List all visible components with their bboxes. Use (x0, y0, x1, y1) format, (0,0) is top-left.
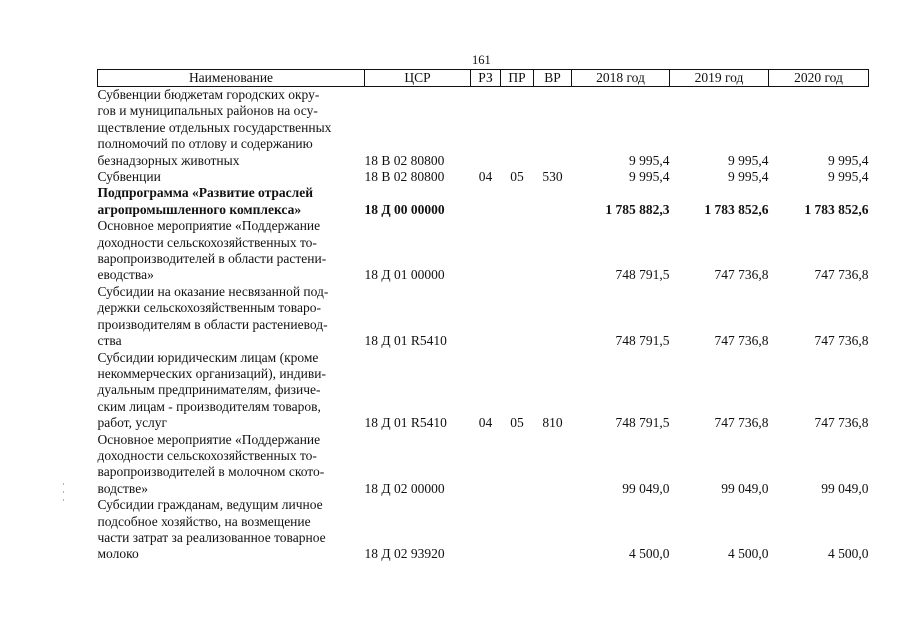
row-2018: 1 785 882,3 (605, 201, 670, 217)
table-header-row (98, 70, 869, 87)
row-pr (501, 218, 534, 284)
row-2020: 4 500,0 (828, 546, 869, 562)
row-2019: 747 736,8 (714, 267, 769, 283)
row-2020: 747 736,8 (814, 267, 869, 283)
row-2018: 748 791,5 (615, 415, 670, 431)
row-csr: 18 В 02 80800 (364, 169, 445, 185)
row-2020: 1 783 852,6 (804, 201, 869, 217)
table-row (98, 350, 869, 432)
row-name-line: ства (97, 333, 122, 349)
row-name-line: Субсидии юридическим лицам (кроме (97, 349, 319, 365)
row-name-line: дуальным предпринимателям, физиче- (97, 382, 321, 398)
row-name (98, 218, 365, 284)
row-name-line: держки сельскохозяйственным товаро- (97, 300, 321, 316)
row-vr (534, 284, 572, 350)
row-csr: 18 В 02 80800 (364, 152, 445, 168)
table-body (98, 87, 869, 563)
row-name (98, 169, 365, 185)
header-vr: ВР (534, 70, 572, 87)
table-row (98, 185, 869, 218)
row-vr: 810 (542, 415, 563, 431)
row-pr (501, 87, 534, 170)
header-name: Наименование (98, 70, 365, 87)
table-row (98, 218, 869, 284)
row-2019: 1 783 852,6 (704, 201, 769, 217)
row-vr (534, 218, 572, 284)
table-row (98, 284, 869, 350)
row-name-line: ществление отдельных государственных (97, 119, 332, 135)
row-pr: 05 (510, 169, 524, 185)
row-name-line: водстве» (97, 480, 148, 496)
row-name-line: Субвенции (97, 169, 161, 185)
row-vr (534, 185, 572, 218)
row-vr (534, 87, 572, 170)
row-csr: 18 Д 01 R5410 (364, 415, 447, 431)
header-2019: 2019 год (670, 70, 769, 87)
row-name-line: Подпрограмма «Развитие отраслей (97, 185, 314, 201)
row-rz: 04 (478, 169, 493, 185)
row-2019: 9 995,4 (728, 169, 769, 185)
header-2018: 2018 год (572, 70, 670, 87)
row-rz (471, 432, 501, 498)
row-name-line: доходности сельскохозяйственных то- (97, 234, 317, 250)
table-row (98, 87, 869, 170)
row-2019: 747 736,8 (714, 333, 769, 349)
row-vr (534, 432, 572, 498)
row-csr: 18 Д 01 R5410 (364, 333, 447, 349)
row-pr: 05 (510, 415, 524, 431)
row-name (98, 497, 365, 563)
row-name (98, 87, 365, 170)
row-name-line: гов и муниципальных районов на осу- (97, 103, 318, 119)
budget-table (97, 69, 869, 563)
row-2019: 9 995,4 (728, 152, 769, 168)
row-rz (471, 497, 501, 563)
row-name-line: варопроизводителей в молочном ското- (97, 464, 325, 480)
row-pr (501, 497, 534, 563)
row-name-line: некоммерческих организаций), индиви- (97, 365, 326, 381)
row-name-line: молоко (97, 546, 139, 562)
row-2020: 9 995,4 (828, 152, 869, 168)
header-rz: РЗ (471, 70, 501, 87)
row-pr (501, 284, 534, 350)
row-pr (501, 432, 534, 498)
row-2018: 748 791,5 (615, 333, 670, 349)
row-csr: 18 Д 01 00000 (364, 267, 445, 283)
header-pr: ПР (501, 70, 534, 87)
row-name-line: ским лицам - производителям товаров, (97, 398, 321, 414)
row-2019: 747 736,8 (714, 415, 769, 431)
row-name (98, 185, 365, 218)
row-rz (471, 218, 501, 284)
row-name-line: Субсидии гражданам, ведущим личное (97, 497, 323, 513)
table-row (98, 169, 869, 185)
row-vr: 530 (542, 169, 563, 185)
row-2018: 99 049,0 (622, 480, 670, 496)
row-name-line: производителям в области растениевод- (97, 316, 328, 332)
row-rz (471, 87, 501, 170)
row-csr: 18 Д 00 00000 (364, 201, 445, 217)
table-row (98, 497, 869, 563)
row-name-line: варопроизводителей в области растени- (97, 251, 327, 267)
row-name-line: Основное мероприятие «Поддержание (97, 431, 321, 447)
row-name (98, 284, 365, 350)
row-2018: 9 995,4 (629, 152, 670, 168)
row-name-line: еводства» (97, 267, 154, 283)
row-rz: 04 (478, 415, 493, 431)
row-name-line: Субвенции бюджетам городских окру- (97, 87, 320, 102)
row-name-line: доходности сельскохозяйственных то- (97, 447, 317, 463)
row-name-line: работ, услуг (97, 415, 168, 431)
row-name-line: безнадзорных животных (97, 152, 240, 168)
row-2018: 9 995,4 (629, 169, 670, 185)
row-name-line: части затрат за реализованное товарное (97, 529, 326, 545)
page-number: 161 (472, 53, 491, 67)
row-name (98, 432, 365, 498)
row-name (98, 350, 365, 432)
row-name-line: агропромышленного комплекса» (97, 201, 302, 217)
row-rz (471, 185, 501, 218)
row-csr: 18 Д 02 93920 (364, 546, 445, 562)
row-csr: 18 Д 02 00000 (364, 480, 445, 496)
row-2019: 99 049,0 (721, 480, 769, 496)
row-name-line: полномочий по отлову и содержанию (97, 136, 313, 152)
row-name-line: подсобное хозяйство, на возмещение (97, 513, 311, 529)
header-csr: ЦСР (365, 70, 471, 87)
row-pr (501, 185, 534, 218)
row-2020: 747 736,8 (814, 415, 869, 431)
scan-artifact: · · · (62, 479, 65, 505)
row-rz (471, 284, 501, 350)
row-name-line: Основное мероприятие «Поддержание (97, 218, 321, 234)
row-2020: 747 736,8 (814, 333, 869, 349)
header-2020: 2020 год (769, 70, 869, 87)
row-vr (534, 497, 572, 563)
row-name-line: Субсидии на оказание несвязанной под- (97, 283, 329, 299)
row-2018: 4 500,0 (629, 546, 670, 562)
row-2020: 99 049,0 (821, 480, 869, 496)
table-row (98, 432, 869, 498)
row-2018: 748 791,5 (615, 267, 670, 283)
row-2020: 9 995,4 (828, 169, 869, 185)
row-2019: 4 500,0 (728, 546, 769, 562)
